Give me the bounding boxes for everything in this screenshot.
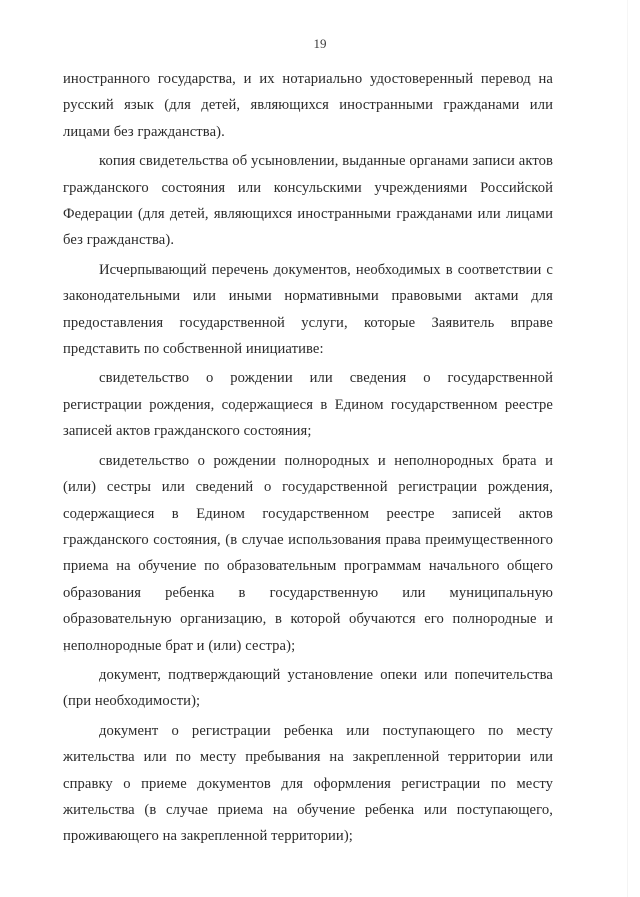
paragraph-foreign-state-translation: иностранного государства, и их нотариально удостоверенный перевод на русский язык (для детей, являющихся иностранными гражданами или лицами без гражданства). (63, 71, 553, 140)
document-body (63, 66, 553, 853)
scan-edge-line (627, 0, 628, 897)
paragraph-siblings-birth-certificate: свидетельство о рождении полнородных и неполнородных брата и (или) сестры или сведений о государственной регистрации рождения, содержащиеся в Едином государственном реестре записей актов гражданского состояния, (в случае использования права преимущественного приема на обучение по образовательным программам начального общего образования ребенка в государственную или муниципальную образовательную организацию, в которой обучаются его полнородные и неполнородные брат и (или) сестра); (63, 452, 553, 654)
paragraph-exhaustive-list-intro: Исчерпывающий перечень документов, необходимых в соответствии с законодательными или иными нормативными правовыми актами для предоставления государственной услуги, которые Заявитель вправе представить по собственной инициативе: (63, 261, 553, 358)
paragraph-adoption-certificate: копия свидетельства об усыновлении, выданные органами записи актов гражданского состояния или консульскими учреждениями Российской Федерации (для детей, являющихся иностранными гражданами или лицами без гражданства). (63, 153, 553, 249)
paragraph-birth-certificate: свидетельство о рождении или сведения о государственной регистрации рождения, содержащиеся в Едином государственном реестре записей актов гражданского состояния; (63, 370, 553, 440)
paragraph-residence-registration: документ о регистрации ребенка или поступающего по месту жительства или по месту пребывания на закрепленной территории или справку о приеме документов для оформления регистрации по месту жительства (в случае приема на обучение ребенка или поступающего, проживающего на закрепленной территории); (63, 722, 553, 845)
paragraph-guardianship-document: документ, подтверждающий установление опеки или попечительства (при необходимости); (63, 666, 553, 710)
page-number: 19 (313, 36, 327, 51)
